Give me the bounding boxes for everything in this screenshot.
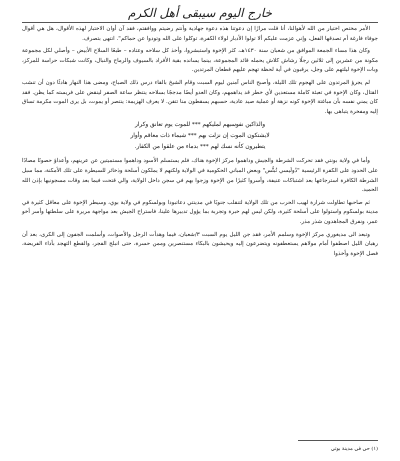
poem-verses	[22, 120, 378, 153]
paragraph: وتبعد الى مديغوري مركز الإخوة وسلمم الأمر، فقد جن الليل يوم السبت ٣/شعبان، فيما وهدأت الرجل والأصوات، وأسلمت الجفون إلى الكرى، بعد أن رهبان الليل اصطفوا أمام مولاهم يستعطفونه ويتضرعون إليه ويحيشون بالبكاء مستنصرين وممن حسرة، حتى انبلج الفجر، والقطع التهجد بأداء الفريضة، فصل الإخوة وأخذوا	[22, 231, 378, 257]
paragraph: وكان هذا مساء الجمعة الموافق من شعبان سنة ١٤٣٠هـ، كثر الإخوة واستبشروا، وأخذ كل سلاحه وعتاده – طبعًا السلاح الأبيض – وأصلي لكل مجموعة مكونة من عشرين إلى ثلاثين رجلًا رشاش كلاش يحمله قائد المجموعة، بينما يسانده بقية الأفراد بالسيوف والرماح والنبال، وكانت شبكات حراسة للمركز، وبات الإخوة ليلتهم على وجل، يرقبون في أية لحظة تهجم عليهم قطعان المرتدين.	[22, 48, 378, 74]
paragraph: الأمر مختص اختيار من الله لأهوالنا، أنا قلت مرارًا إن دعوتنا هذه دعوة جهادية وأنتم رضيتم ووافقتم، فقد آن أوان الاختبار لهذه الأقوال، هل هي أقوال جوفاء فارغة أم تصدقها الفعل، وإني عزمت عليكم ألا تولوا الأدبار لولاء الكفرة، توكلوا على الله وتودوا عن حماكم". انتهى بتصرف.	[22, 26, 378, 42]
poem-verse: والذاكين نفوسيهم لمليكهم *** للموت يوم تعانق وكرار	[134, 122, 266, 129]
footnote-divider	[298, 440, 378, 441]
page-header: خارج اليوم سيبقى أهل الكرم	[22, 4, 378, 23]
paragraph: لم يجرؤ المرتدون على الهجوم تلك الليلة، وأصبح الناس آمنين ليوم السبت وقام الشيخ بالقاء درس ذلك الصباح، ومضى هذا النهار هادئًا دون أن تنشب القتال، وكان الإخوة في تعبئة كاملة مستعدين لأي خطر قد يداهمهم، وكان العدو أيضًا مدججًا بسلاحه ينتظر ساعة الصفر لينقض على فريسته كما يظن. فقد كان يمني نفسه بأن مباغتة الإخوة كونه نزهة أو عملية صيد عادية، حسبهم يسقطون منا تتقن. لا يعرف الهزيمة: ينتصر أو يموت، بل يرى الموت مكرمة تساق إليه ومفخرة يتباهى بها.	[22, 79, 378, 115]
poem-verse: يتطيرون كأنه نسك لهم *** بدماء من علقوا من الكفار.	[134, 144, 266, 151]
poem-verse: لايشتكون الموت إن نزلت بهم *** شيماء ذات معاقم وأوار	[130, 133, 270, 140]
footnote: (١) حي في مدينة بوتي	[330, 446, 378, 452]
paragraph: ثم صاحبها تطاولت شرارة لهيب الحرب من تلك الولاية لتنقلب جنوبًا في مدينتي دعاتبودا وبولسكوم في ولاية بوي، وسيطر الإخوة على معاقل كثيرة في مدينة بولسكوم واستولوا على أسلحة كثيرة، ولكن ليس لهم خبرة وتجربة بما يؤول تدبيرها علينا، فاستراح الجيش بعد مواجهة مريرة على سلطتها وأسر أخو عمر، ونفرق المجاهدون شذر مذر.	[22, 199, 378, 225]
paragraph: وأما في ولاية بونتي فقد تحركت الشرطة والجيش وداهموا مركز الإخوة هناك، فلم يستسلم الأسود وداهموا مستميتين عن عرينهم، وأعداؤ حصونًا مصادًا على الحدود على الكفرة الرئيسية "دُولَيسي تُبتُّس" وبعض المباني الحكومية في الولاية ولكنهم لا يملكون أسلحة وذخائر للسيطرة على تلك الأمكنة، مما سبل الشرطة الكافرة استرجاعها بعد اشتباكات عنيفة، وأسروا كثيرًا من الإخوة وزجوا بهم في سجن داخل الولاية، والي قتحت فيما بعد وقات مسجونيها بإذن الله الحميد.	[22, 158, 378, 194]
